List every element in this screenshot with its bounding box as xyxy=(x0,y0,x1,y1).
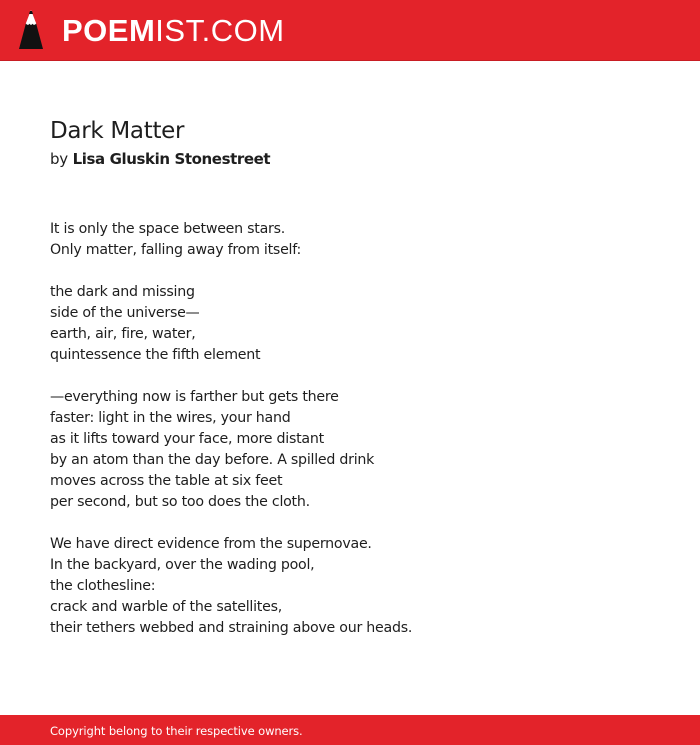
poem-line: side of the universe— xyxy=(50,305,200,321)
pencil-icon[interactable] xyxy=(18,9,44,51)
poem-title: Dark Matter xyxy=(50,118,185,144)
copyright-notice: Copyright belong to their respective owners. xyxy=(50,724,303,738)
site-logo[interactable] xyxy=(62,10,285,52)
poem-line: quintessence the fifth element xyxy=(50,347,261,363)
poem-line: the dark and missing xyxy=(50,284,195,300)
poem-line: the clothesline: xyxy=(50,578,156,594)
stanza-break xyxy=(50,366,670,387)
poem-line: per second, but so too does the cloth. xyxy=(50,494,310,510)
poem-line: by an atom than the day before. A spilled drink xyxy=(50,452,375,468)
poem-line: In the backyard, over the wading pool, xyxy=(50,557,315,573)
poem-line: It is only the space between stars. xyxy=(50,221,286,237)
poem-line: Only matter, falling away from itself: xyxy=(50,242,302,258)
poem-line: We have direct evidence from the supernovae. xyxy=(50,536,372,552)
poem-line: —everything now is farther but gets there xyxy=(50,389,339,405)
poem-line: their tethers webbed and straining above our heads. xyxy=(50,620,413,636)
stanza-break xyxy=(50,261,670,282)
poem-line: as it lifts toward your face, more distant xyxy=(50,431,324,447)
poem-line: moves across the table at six feet xyxy=(50,473,283,489)
poem-line: crack and warble of the satellites, xyxy=(50,599,282,615)
byline xyxy=(50,148,270,170)
logo-light-text: IST.COM xyxy=(155,13,285,48)
stanza-break xyxy=(50,513,670,534)
logo-bold-text: POEM xyxy=(62,13,156,48)
poem-line: faster: light in the wires, your hand xyxy=(50,410,291,426)
poem-body xyxy=(50,219,670,639)
poem-line: earth, air, fire, water, xyxy=(50,326,196,342)
byline-prefix: by xyxy=(50,150,68,168)
site-footer xyxy=(0,715,700,745)
site-header xyxy=(0,0,700,61)
author-name[interactable]: Lisa Gluskin Stonestreet xyxy=(72,150,271,168)
